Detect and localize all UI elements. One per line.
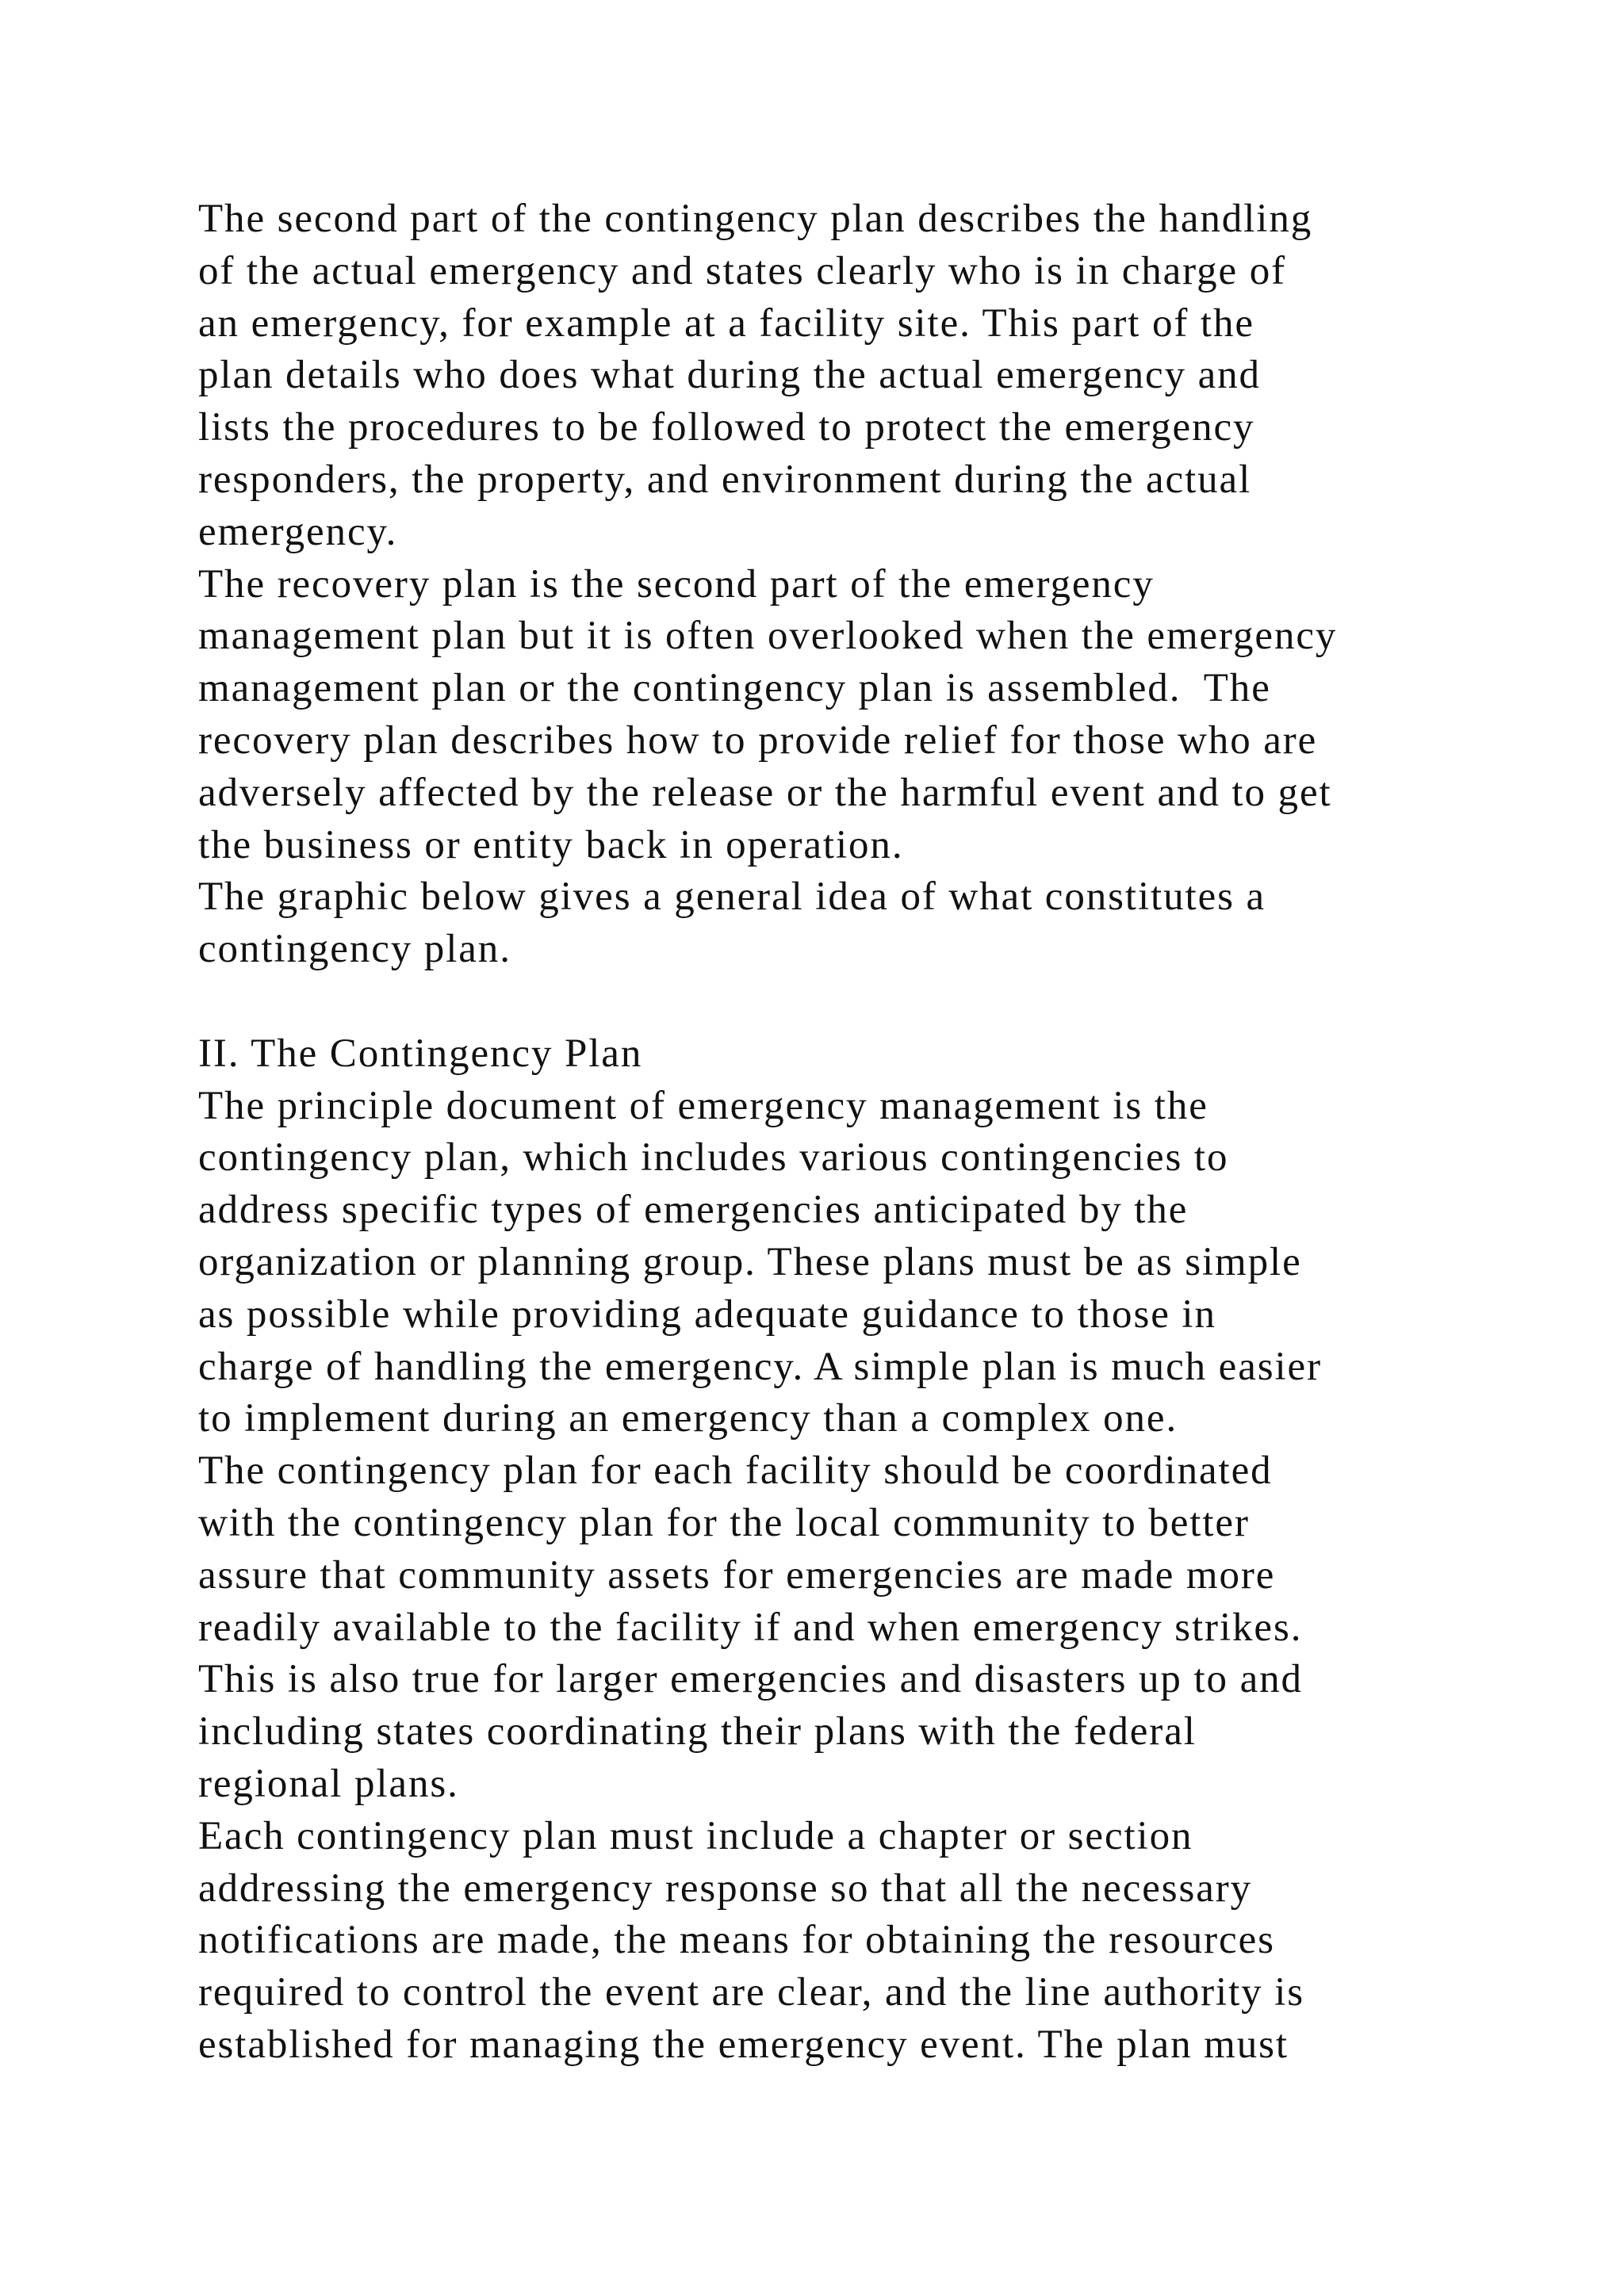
text-line: required to control the event are clear, and the line authority is [198,1970,1305,2015]
text-line: notifications are made, the means for obtaining the resources [198,1918,1275,1963]
text-line: readily available to the facility if and when emergency strikes. [198,1605,1303,1650]
text-line: contingency plan, which includes various contingencies to [198,1135,1229,1181]
text-line: including states coordinating their plans with the federal [198,1709,1197,1755]
document-body [198,193,1483,2072]
text-line: recovery plan describes how to provide relief for those who are [198,718,1318,763]
text-line: The graphic below gives a general idea of what constitutes a [198,874,1266,920]
blank-line [198,976,1483,1028]
text-line: organization or planning group. These plans must be as simple [198,1239,1302,1284]
text-line: with the contingency plan for the local community to better [198,1500,1250,1545]
text-line: as possible while providing adequate guidance to those in [198,1292,1216,1337]
text-line: The recovery plan is the second part of the emergency [198,561,1155,607]
text-line: regional plans. [198,1761,459,1806]
text-line: address specific types of emergencies anticipated by the [198,1188,1189,1233]
section-heading: II. The Contingency Plan [198,1031,643,1076]
text-line: Each contingency plan must include a chapter or section [198,1813,1193,1858]
text-line: the business or entity back in operation. [198,822,904,867]
text-line: of the actual emergency and states clearly who is in charge of [198,248,1287,293]
text-line: This is also true for larger emergencies and disasters up to and [198,1657,1303,1702]
text-line: The principle document of emergency management is the [198,1083,1208,1128]
text-line: charge of handling the emergency. A simple plan is much easier [198,1344,1322,1389]
text-line: plan details who does what during the actual emergency and [198,353,1261,398]
text-line: established for managing the emergency event. The plan must [198,2022,1289,2067]
text-line: management plan or the contingency plan is assembled. The [198,666,1271,711]
text-line: contingency plan. [198,927,511,972]
text-line: The contingency plan for each facility should be coordinated [198,1448,1273,1494]
text-line: assure that community assets for emergencies are made more [198,1552,1276,1598]
text-line: to implement during an emergency than a complex one. [198,1396,1178,1441]
text-line: responders, the property, and environment during the actual [198,457,1252,502]
text-line: an emergency, for example at a facility site. This part of the [198,300,1254,346]
text-line: addressing the emergency response so that all the necessary [198,1866,1253,1911]
text-line: management plan but it is often overlooked when the emergency [198,614,1338,659]
text-line: The second part of the contingency plan describes the handling [198,197,1313,241]
text-line: adversely affected by the release or the harmful event and to get [198,770,1332,815]
text-line: lists the procedures to be followed to protect the emergency [198,405,1255,450]
text-line: emergency. [198,509,398,554]
